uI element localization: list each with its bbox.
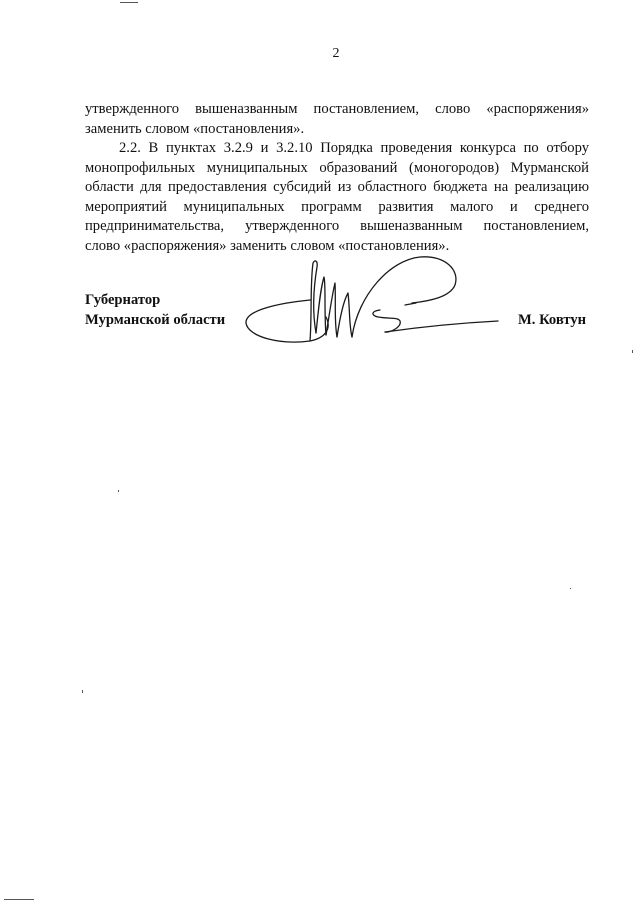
page-number: 2: [332, 46, 340, 61]
text-line: слово «распоряжения» заменить словом «постановления».: [85, 237, 450, 254]
scan-artifact: [570, 588, 571, 589]
scan-artifact: [4, 899, 34, 900]
paragraph-continuation: [85, 100, 589, 139]
text-line: заменить словом «постановления».: [85, 120, 305, 137]
signatory-title: [85, 290, 225, 330]
text-line: мероприятий муниципальных программ развития малого и среднего: [85, 198, 589, 215]
scan-artifact: [632, 350, 633, 353]
text-line: области для предоставления субсидий из областного бюджета на реализацию: [85, 179, 589, 195]
text-line: 2.2. В пунктах 3.2.9 и 3.2.10 Порядка проведения конкурса по отбору: [119, 140, 589, 156]
text-line: предпринимательства, утвержденного вышеназванным постановлением,: [85, 218, 589, 234]
signatory-title-line: Губернатор: [85, 292, 161, 308]
signatory-name: М. Ковтун: [518, 312, 587, 328]
text-line: утвержденного вышеназванным постановлением, слово «распоряжения»: [85, 101, 589, 117]
handwritten-signature: [240, 255, 500, 355]
scan-artifact: [118, 490, 119, 492]
scan-artifact: [82, 690, 83, 693]
scan-artifact: [120, 2, 138, 3]
signatory-title-line: Мурманской области: [85, 312, 226, 328]
text-line: монопрофильных муниципальных образований (моногородов) Мурманской: [85, 159, 589, 176]
paragraph-item-2-2: [85, 139, 589, 256]
